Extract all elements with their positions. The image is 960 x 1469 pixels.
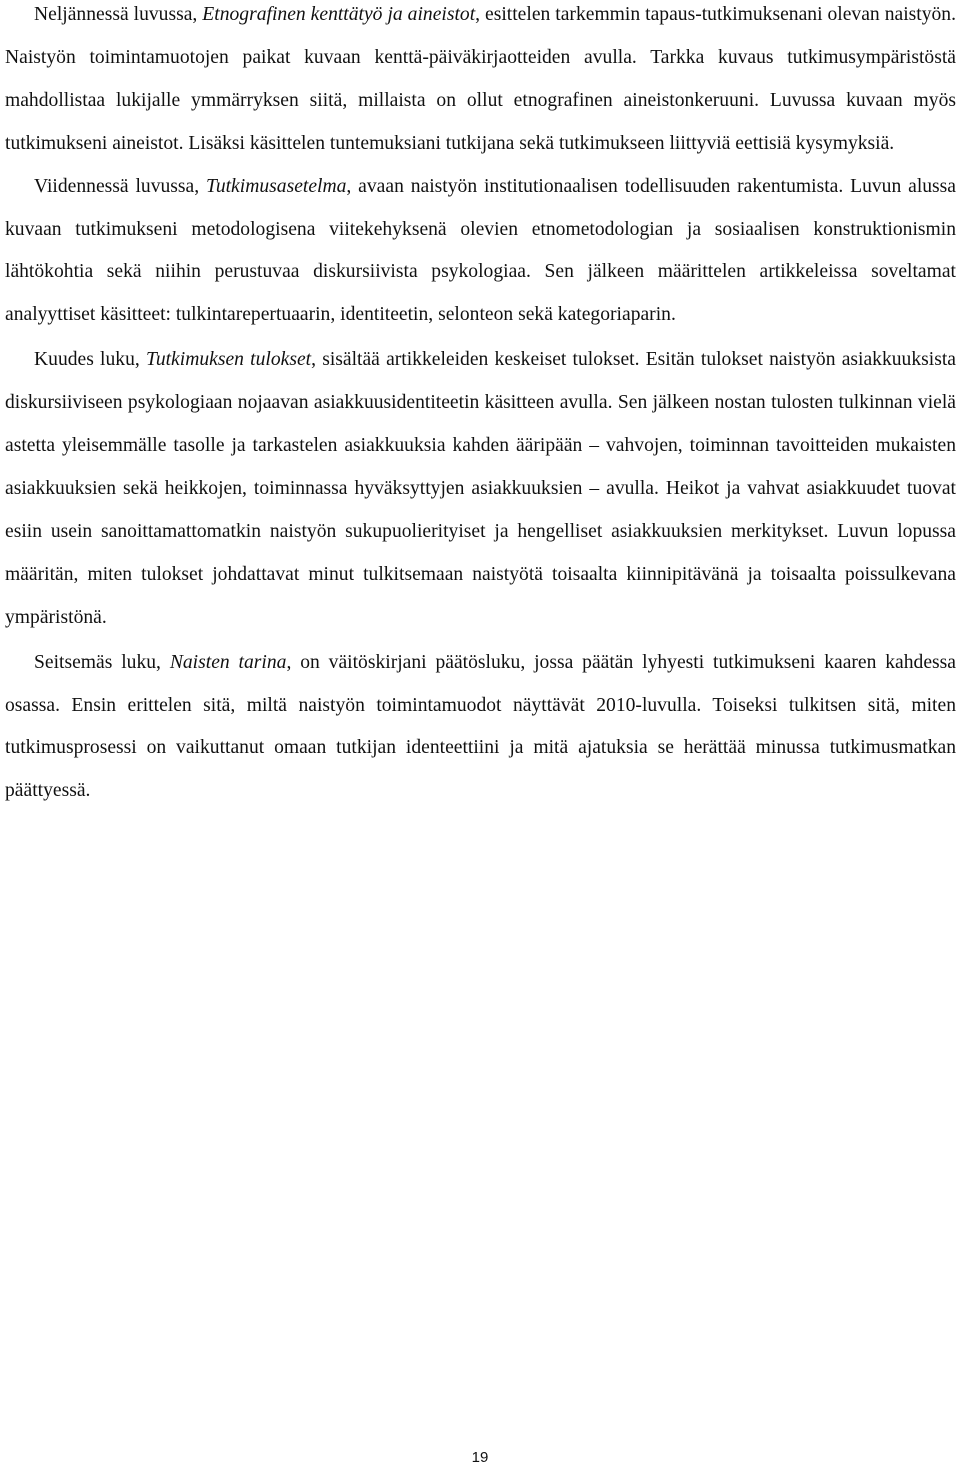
paragraph-chapter-7 [5,642,956,814]
chapter-title-italic: Naisten tarina [169,651,287,673]
paragraph-chapter-6 [5,339,956,639]
chapter-title-italic: Tutkimusasetelma [206,175,347,197]
paragraph-text: , avaan naistyön institutionaalisen todellisuuden rakentumista. Luvun alussa kuvaan tutkimukseni metodologisena viitekehyksenä olevien etnometodologian ja sosiaalisen konstruktionismin lähtökohtia sekä niihin perustuvaa diskursiivista psykologiaa. Sen jälkeen määrittelen artikkeleissa soveltamat analyyttiset käsitteet: tulkintarepertuaarin, identiteetin, selonteon sekä kategoriaparin. [5,175,957,326]
paragraph-text: Seitsemäs luku, [34,651,170,673]
paragraph-text: Kuudes luku, [34,349,146,371]
page-number: 19 [471,1449,489,1466]
paragraph-text: Viidennessä luvussa, [34,175,206,197]
document-body [5,0,956,813]
chapter-title-italic: Etnografinen kenttätyö ja aineistot [202,4,476,25]
paragraph-text: , sisältää artikkeleiden keskeiset tulokset. Esitän tulokset naistyön asiakkuuksista diskursiiviseen psykologiaan nojaavan asiakkuusidentiteetin käsitteen avulla. Sen jälkeen nostan tulosten tulkinnan vielä astetta yleisemmälle tasolle ja tarkastelen asiakkuuksia kahden ääripään – vahvojen, toiminnan tavoitteiden mukaisten asiakkuuksien sekä heikkojen, toiminnassa hyväksyttyjen asiakkuuksien – avulla. Heikot ja vahvat asiakkuudet tuovat esiin usein sanoittamattomatkin naistyön sukupuolierityiset ja hengelliset asiakkuuksien merkitykset. Luvun lopussa määritän, miten tulokset johdattavat minut tulkitsemaan naistyötä toisaalta kiinnipitävänä ja toisaalta poissulkevana ympäristönä. [5,349,956,628]
paragraph-text: , esittelen tarkemmin tapaus-tutkimuksenani olevan naistyön. Naistyön toimintamuotojen paikat kuvaan kenttä-päiväkirjaotteiden avulla. Tarkka kuvaus tutkimusympäristöstä mahdollistaa lukijalle ymmärryksen siitä, millaista on ollut etnografinen aineistonkeruuni. Luvussa kuvaan myös tutkimukseni aineistot. Lisäksi käsittelen tuntemuksiani tutkijana sekä tutkimukseen liittyviä eettisiä kysymyksiä. [5,4,956,154]
paragraph-text: Neljännessä luvussa, [34,4,203,25]
chapter-title-italic: Tutkimuksen tulokset [146,349,312,371]
paragraph-chapter-5 [5,166,956,338]
paragraph-chapter-4 [5,0,956,166]
paragraph-text: , on väitöskirjani päätösluku, jossa päätän lyhyesti tutkimukseni kaaren kahdessa osassa. Ensin erittelen sitä, miltä naistyön toimintamuodot näyttävät 2010-luvulla. Toiseksi tulkitsen sitä, miten tutkimusprosessi on vaikuttanut omaan tutkijan identeettiini ja mitä ajatuksia se herättää minussa tutkimusmatkan päättyessä. [5,651,956,802]
